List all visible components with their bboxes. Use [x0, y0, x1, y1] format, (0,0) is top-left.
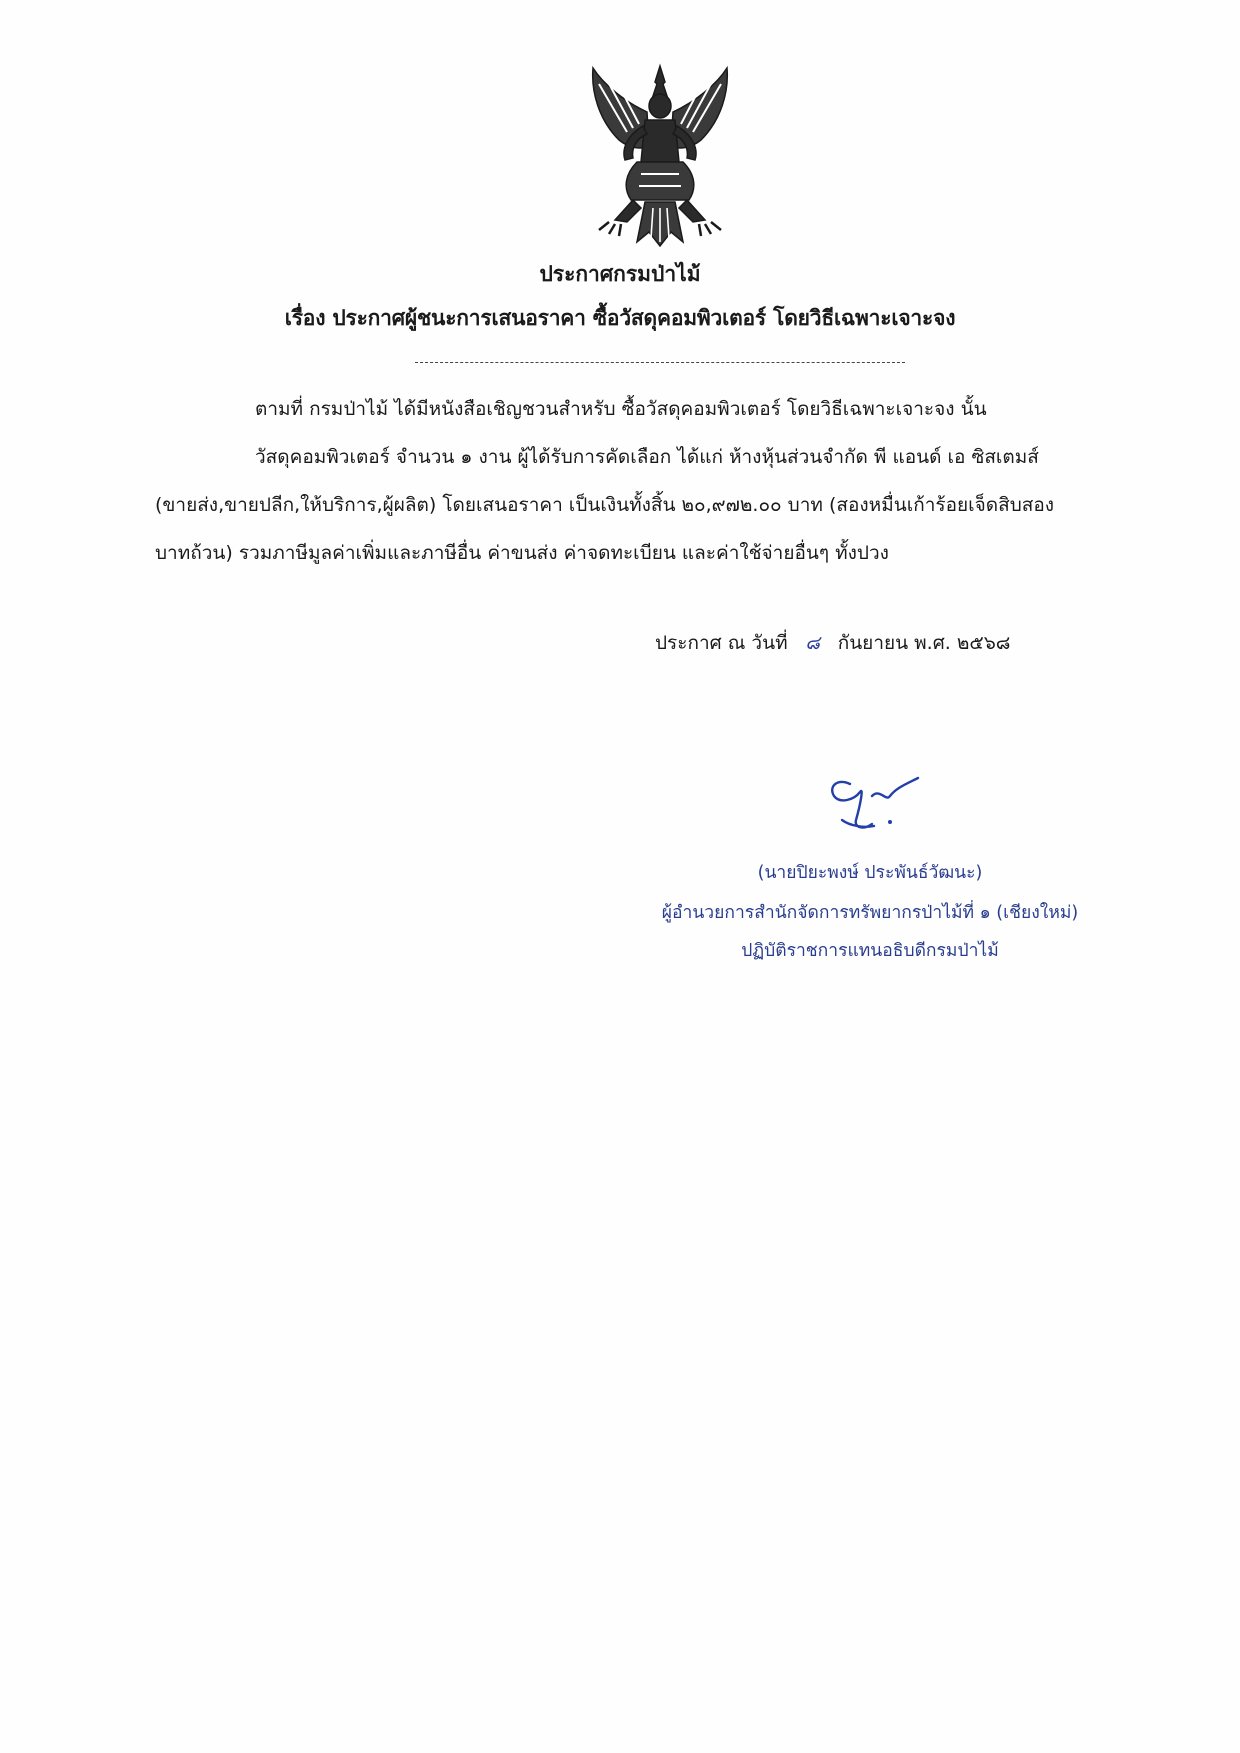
date-day: ๘	[805, 632, 820, 654]
announcement-date	[655, 628, 1010, 658]
garuda-emblem-icon	[585, 62, 735, 247]
date-month-year: กันยายน พ.ศ. ๒๕๖๘	[837, 632, 1011, 654]
body-line-3: (ขายส่ง,ขายปลีก,ให้บริการ,ผู้ผลิต) โดยเสนอราคา เป็นเงินทั้งสิ้น ๒๐,๙๗๒.๐๐ บาท (สองหมื่นเก้าร้อยเจ็ดสิบสอง	[155, 494, 1055, 516]
signatory-acting: ปฏิบัติราชการแทนอธิบดีกรมป่าไม้	[741, 941, 999, 961]
signatory-name: (นายปิยะพงษ์ ประพันธ์วัฒนะ)	[757, 863, 983, 883]
body-line-4: บาทถ้วน) รวมภาษีมูลค่าเพิ่มและภาษีอื่น ค่าขนส่ง ค่าจดทะเบียน และค่าใช้จ่ายอื่นๆ ทั้งปวง	[155, 542, 889, 564]
page-title: ประกาศกรมป่าไม้	[539, 262, 701, 286]
body-line-2: วัสดุคอมพิวเตอร์ จำนวน ๑ งาน ผู้ได้รับการคัดเลือก ได้แก่ ห้างหุ้นส่วนจำกัด พี แอนด์ เอ ซิสเตมส์	[255, 446, 1039, 468]
announcement-subject: เรื่อง ประกาศผู้ชนะการเสนอราคา ซื้อวัสดุคอมพิวเตอร์ โดยวิธีเฉพาะเจาะจง	[284, 306, 956, 330]
date-prefix: ประกาศ ณ วันที่	[655, 632, 788, 654]
body-line-1: ตามที่ กรมป่าไม้ ได้มีหนังสือเชิญชวนสำหรับ ซื้อวัสดุคอมพิวเตอร์ โดยวิธีเฉพาะเจาะจง นั้น	[255, 398, 987, 420]
handwritten-signature-icon	[820, 770, 930, 840]
signatory-title: ผู้อำนวยการสำนักจัดการทรัพยากรป่าไม้ที่ ๑ (เชียงใหม่)	[661, 903, 1079, 923]
title-divider	[415, 362, 905, 363]
